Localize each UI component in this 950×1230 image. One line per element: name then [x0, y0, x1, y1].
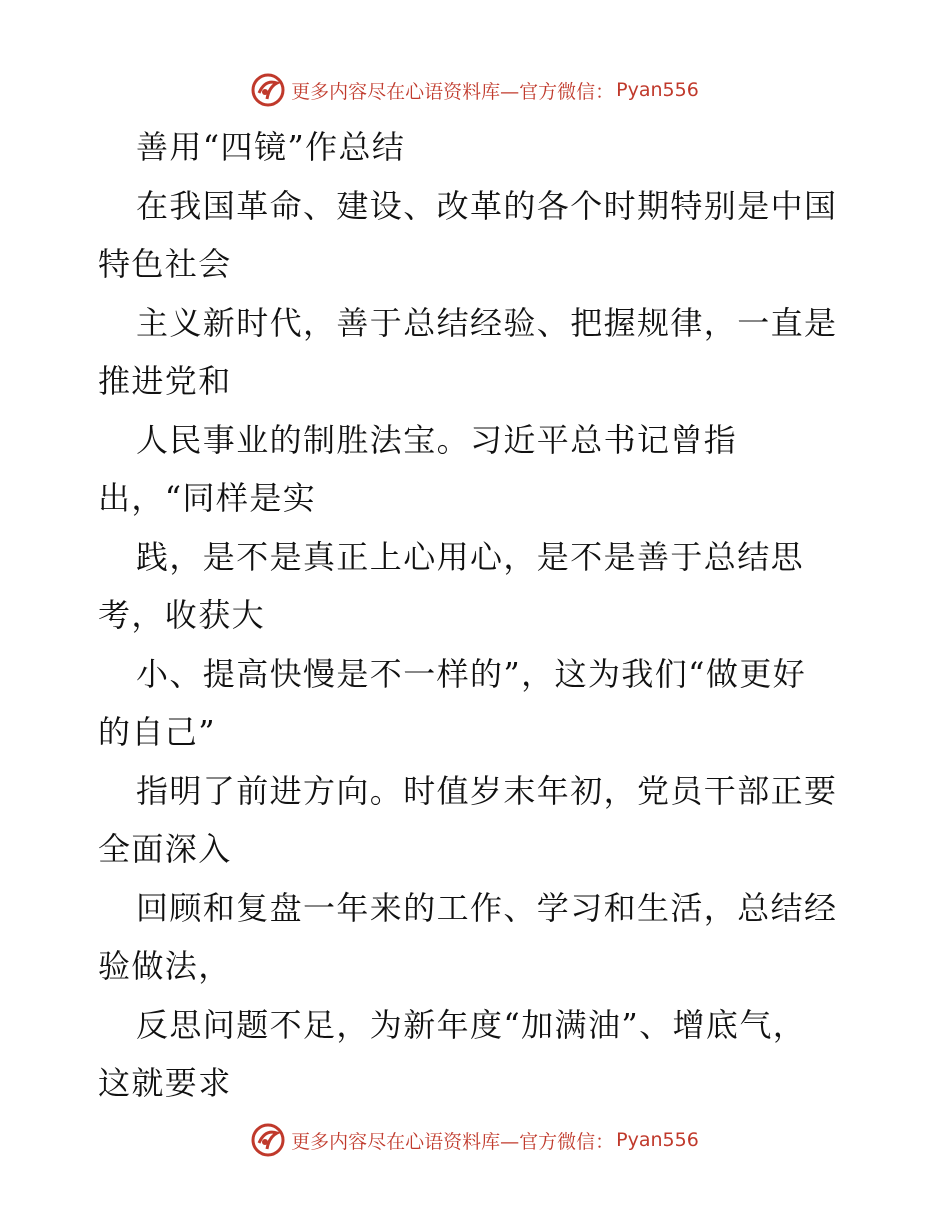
red-swirl-logo-icon — [251, 73, 285, 107]
text-line: 主义新时代，善于总结经验、把握规律，一直是 — [136, 303, 838, 342]
text-line: 验做法， — [98, 947, 232, 985]
text-line: 考，收获大 — [98, 596, 266, 634]
text-line: 人民事业的制胜法宝。习近平总书记曾指 — [136, 420, 738, 459]
text-line: 指明了前进方向。时值岁末年初，党员干部正要 — [136, 771, 838, 810]
banner-text: 更多内容尽在心语资料库—官方微信： — [291, 1130, 615, 1153]
footer-banner — [0, 1120, 950, 1160]
text-line: 践，是不是真正上心用心，是不是善于总结思 — [136, 537, 805, 576]
text-line: 出，“同样是实 — [98, 479, 317, 517]
heading-line: 善用“四镜”作总结 — [136, 128, 406, 166]
text-line: 的自己” — [98, 713, 216, 751]
wechat-id: Pyan556 — [616, 1129, 699, 1151]
header-banner — [0, 70, 950, 110]
wechat-id: Pyan556 — [616, 79, 699, 101]
text-line: 全面深入 — [98, 830, 232, 868]
banner-text: 更多内容尽在心语资料库—官方微信： — [291, 80, 615, 103]
text-line: 这就要求 — [98, 1064, 232, 1102]
text-line: 反思问题不足，为新年度“加满油”、增底气， — [136, 1005, 807, 1044]
text-line: 小、提高快慢是不一样的”，这为我们“做更好 — [136, 654, 807, 693]
document-body — [98, 118, 858, 1113]
text-line: 在我国革命、建设、改革的各个时期特别是中国 — [136, 186, 838, 225]
red-swirl-logo-icon — [251, 1123, 285, 1157]
text-line: 特色社会 — [98, 245, 232, 283]
text-line: 推进党和 — [98, 362, 232, 400]
text-line: 回顾和复盘一年来的工作、学习和生活，总结经 — [136, 888, 838, 927]
